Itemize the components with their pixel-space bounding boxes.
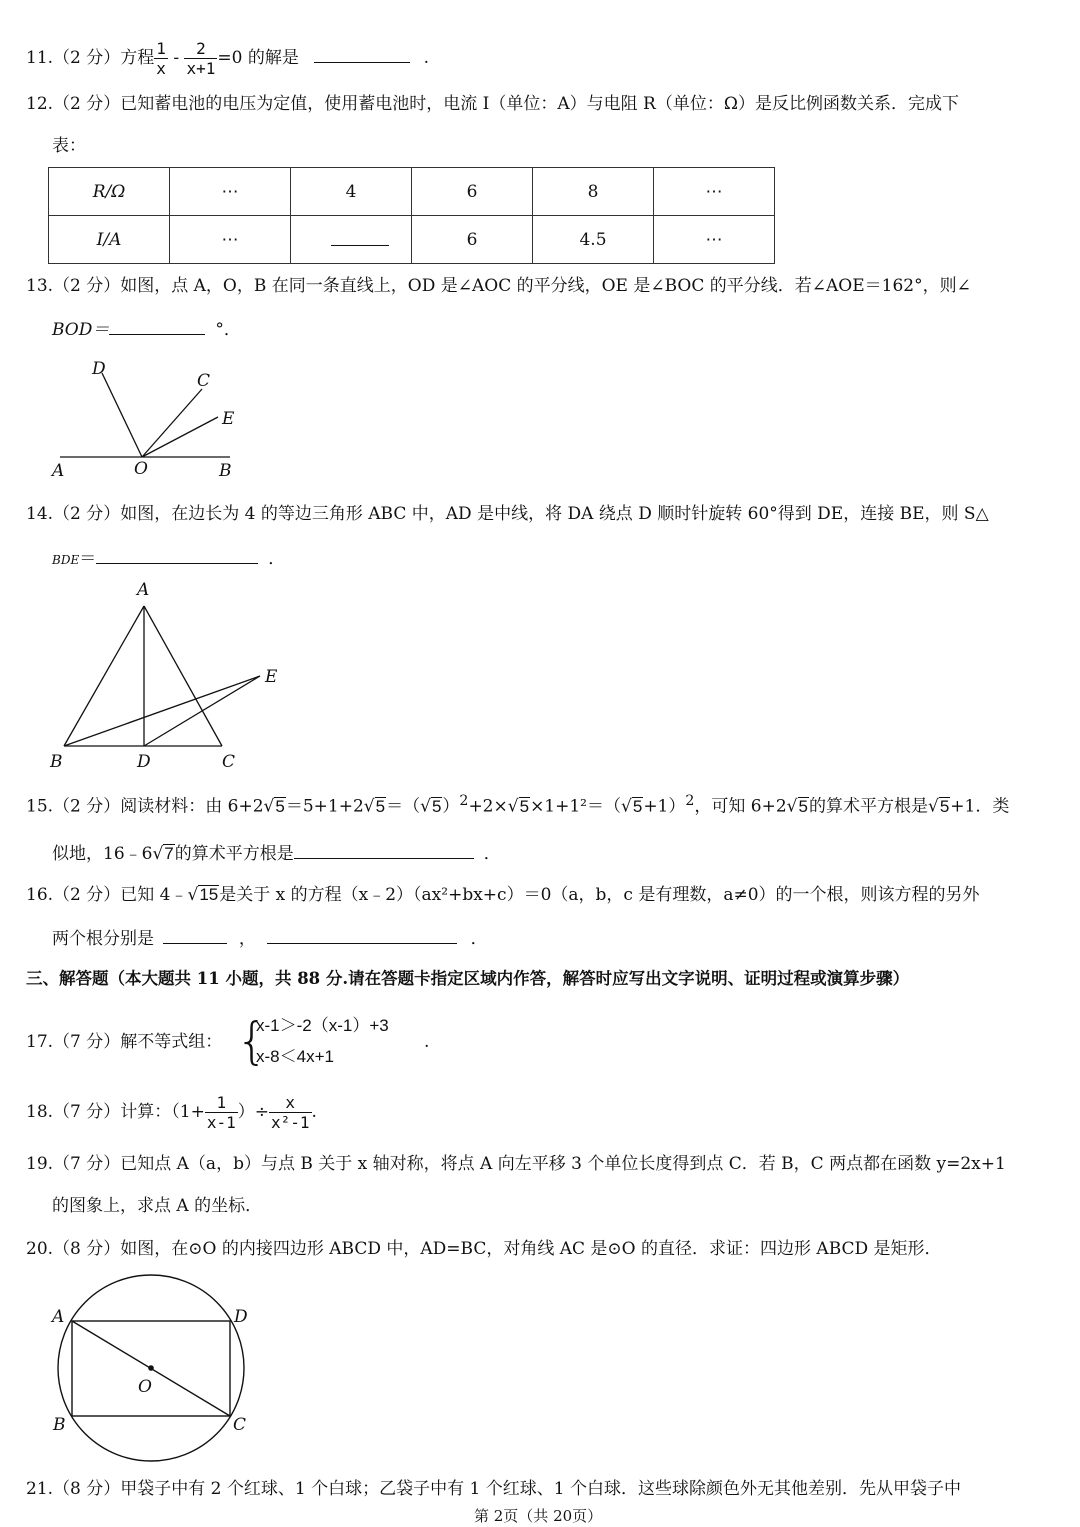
- q11-answer-blank[interactable]: [314, 46, 410, 63]
- q15-p7: +1）: [643, 796, 686, 817]
- q15-p1: 15.（2 分）阅读材料：由 6+2: [26, 796, 264, 817]
- q18-f1-den: x-1: [206, 1113, 236, 1132]
- q16-answer-blank-2[interactable]: [267, 927, 457, 944]
- q15-p2: ＝5+1+2: [285, 796, 364, 817]
- q13-answer-blank[interactable]: [109, 318, 205, 335]
- q19-line1: 19.（7 分）已知点 A（a，b）与点 B 关于 x 轴对称，将点 A 向左平移 3 个单位长度得到点 C．若 B，C 两点都在函数 y=2x+1: [26, 1154, 1006, 1174]
- q15-sup: 2: [685, 793, 695, 809]
- q18-end: .: [311, 1102, 317, 1122]
- q14-line2: [52, 547, 285, 571]
- q15-sqrt5: 5: [939, 796, 950, 816]
- ray-oe: [142, 417, 218, 457]
- q13-label-b: B: [219, 461, 232, 481]
- q18-f2-num: x: [269, 1093, 312, 1113]
- table-cell: R/Ω: [49, 168, 170, 216]
- q14-figure: [50, 590, 280, 760]
- q19-line2: 的图象上，求点 A 的坐标．: [52, 1196, 263, 1216]
- q17-prefix: 17.（7 分）解不等式组：: [26, 1032, 223, 1052]
- q16-line2a: 两个根分别是: [52, 929, 154, 949]
- q15-p10: +1．类: [950, 796, 1010, 817]
- q16-sqrt15: 15: [199, 885, 219, 904]
- center-point-o: [148, 1365, 154, 1371]
- table-row: [49, 168, 775, 216]
- q15-sqrt5: 5: [275, 796, 285, 816]
- ray-oc: [142, 389, 202, 457]
- q18-fraction-1: [205, 1093, 238, 1132]
- ray-od: [102, 373, 142, 457]
- q17-brace: {: [236, 1012, 268, 1070]
- q13-label-c: C: [197, 371, 211, 391]
- q14-bde: BDE: [52, 553, 80, 567]
- q16-line1b: 是关于 x 的方程（x﹣2）（ax²+bx+c）＝0（a，b，c 是有理数，a≠0）的一个根，则该方程的另外: [219, 885, 980, 905]
- q15-p3: ＝（: [386, 796, 421, 817]
- q14-end: ．: [268, 549, 286, 569]
- table-cell: ⋯: [170, 168, 291, 216]
- q11-frac2-den: x+1: [186, 59, 216, 78]
- q20-line1: 20.（8 分）如图，在⊙O 的内接四边形 ABCD 中，AD=BC，对角线 AC 是⊙O 的直径．求证：四边形 ABCD 是矩形．: [26, 1239, 942, 1259]
- q17-end: .: [424, 1032, 430, 1052]
- table-cell: 4: [291, 168, 412, 216]
- q18-prefix: 18.（7 分）计算：（1+: [26, 1102, 205, 1122]
- q20-figure: [50, 1272, 250, 1472]
- table-cell-blank[interactable]: [291, 216, 412, 264]
- q13-label-o: O: [134, 459, 148, 479]
- table-cell: ⋯: [654, 216, 775, 264]
- q16-line2: [52, 927, 488, 950]
- q20-label-c: C: [233, 1415, 247, 1435]
- q18-mid: ）÷: [237, 1102, 269, 1122]
- q16-line1a: 16.（2 分）已知 4﹣: [26, 885, 188, 905]
- q15-answer-blank[interactable]: [294, 842, 474, 859]
- q18-fraction-2: [269, 1093, 312, 1132]
- page-footer: 第 2页（共 20页）: [474, 1507, 603, 1525]
- q14-label-d: D: [137, 752, 151, 772]
- q14-label-a: A: [137, 580, 150, 600]
- q15-line2a: 似地，16﹣6: [52, 844, 153, 864]
- q16-end: ．: [470, 929, 488, 949]
- q12-answer-blank[interactable]: [331, 229, 389, 246]
- q15-line1: 15.（2 分）阅读材料：由 $6+2√5=5+1+2√5=(√5)^2+2\times√5\times 1+1^2=(√5+1)^2$，可知 6+2√5的算术平方根是√5+1．类: [26, 793, 1010, 817]
- q16-answer-blank-1[interactable]: [163, 927, 227, 944]
- q18-line: [26, 1093, 317, 1132]
- q16-comma: ，: [238, 929, 256, 949]
- q14-answer-blank[interactable]: [96, 547, 258, 564]
- q11-fraction-2: [184, 39, 217, 78]
- q21-line1: 21.（8 分）甲袋子中有 2 个红球、1 个白球；乙袋子中有 1 个红球、1 个白球．这些球除颜色外无其他差别．先从甲袋子中: [26, 1479, 961, 1499]
- table-cell: 4.5: [533, 216, 654, 264]
- q13-label-a: A: [52, 461, 65, 481]
- q15-sqrt5: 5: [632, 796, 643, 816]
- q16-line1: 16.（2 分）已知 4﹣√15是关于 x 的方程（x﹣2）（ax²+bx+c）＝0（a，b，c 是有理数，a≠0）的一个根，则该方程的另外: [26, 885, 980, 905]
- q15-p6: ×1+1²＝（: [530, 796, 621, 817]
- section-3-heading: 三、解答题（本大题共 11 小题，共 88 分.请在答题卡指定区域内作答，解答时应写出文字说明、证明过程或演算步骤）: [26, 969, 910, 988]
- table-cell: 8: [533, 168, 654, 216]
- q11-prefix: 11.（2 分）方程: [26, 48, 155, 68]
- q11-minus: -: [173, 48, 180, 68]
- q15-sqrt5: 5: [519, 796, 530, 816]
- q13-label-d: D: [92, 359, 106, 379]
- table-cell: ⋯: [170, 216, 291, 264]
- q15-sqrt5: 5: [431, 796, 442, 816]
- side-ac: [144, 606, 222, 746]
- q12-line1: 12.（2 分）已知蓄电池的电压为定值，使用蓄电池时，电流 I（单位：A）与电阻 R（单位：Ω）是反比例函数关系．完成下: [26, 94, 959, 114]
- q15-p4: ）: [442, 796, 460, 817]
- q14-label-c: C: [222, 752, 236, 772]
- q15-line2b: 的算术平方根是: [174, 844, 294, 864]
- q20-label-a: A: [52, 1307, 65, 1327]
- q14-label-b: B: [50, 752, 63, 772]
- q11-fraction-1: [154, 39, 168, 78]
- q11-line: [26, 39, 429, 78]
- q13-label-e: E: [222, 409, 235, 429]
- side-ab: [64, 606, 144, 746]
- q11-frac1-num: 1: [156, 39, 166, 58]
- q12-line2: 表：: [52, 136, 86, 156]
- q17-inequality-1: x-1＞-2（x-1）+3: [256, 1016, 389, 1035]
- table-row: [49, 216, 775, 264]
- q20-label-d: D: [234, 1307, 248, 1327]
- q15-sqrt7: 7: [164, 844, 174, 863]
- q13-line1: 13.（2 分）如图，点 A，O，B 在同一条直线上，OD 是∠AOC 的平分线，OE 是∠BOC 的平分线．若∠AOE＝162°，则∠: [26, 276, 971, 296]
- q11-frac1-den: x: [156, 59, 166, 78]
- q15-sqrt5: 5: [375, 796, 386, 816]
- q15-sqrt5: 5: [798, 796, 808, 816]
- table-cell: ⋯: [654, 168, 775, 216]
- table-cell: 6: [412, 168, 533, 216]
- q11-eq: =0 的解是: [217, 48, 299, 68]
- q20-label-b: B: [53, 1415, 66, 1435]
- q15-p8: ，可知 6+2: [694, 796, 787, 817]
- q20-label-o: O: [138, 1377, 152, 1397]
- q12-table: [48, 167, 775, 264]
- q11-end: .: [423, 48, 430, 68]
- q14-line1: 14.（2 分）如图，在边长为 4 的等边三角形 ABC 中，AD 是中线，将 DA 绕点 D 顺时针旋转 60°得到 DE，连接 BE，则 S△: [26, 504, 989, 524]
- q13-line2: [52, 318, 241, 341]
- q18-f2-den: x²-1: [270, 1113, 310, 1132]
- q15-line2: 似地，16﹣6√7的算术平方根是 ．: [52, 844, 501, 864]
- q17-inequality-2: x-8＜4x+1: [256, 1047, 334, 1066]
- q14-label-e: E: [265, 667, 278, 687]
- table-cell: I/A: [49, 216, 170, 264]
- q15-p5: +2×: [468, 796, 508, 817]
- q18-f1-num: 1: [205, 1093, 238, 1113]
- q14-equals: ＝: [79, 549, 97, 569]
- table-cell: 6: [412, 216, 533, 264]
- q15-end: ．: [483, 844, 501, 864]
- q13-bod: BOD＝: [52, 320, 110, 340]
- q13-degree: °．: [215, 320, 241, 340]
- q15-p9: 的算术平方根是: [808, 796, 928, 817]
- q11-frac2-num: 2: [184, 39, 217, 59]
- q15-sup: 2: [459, 793, 469, 809]
